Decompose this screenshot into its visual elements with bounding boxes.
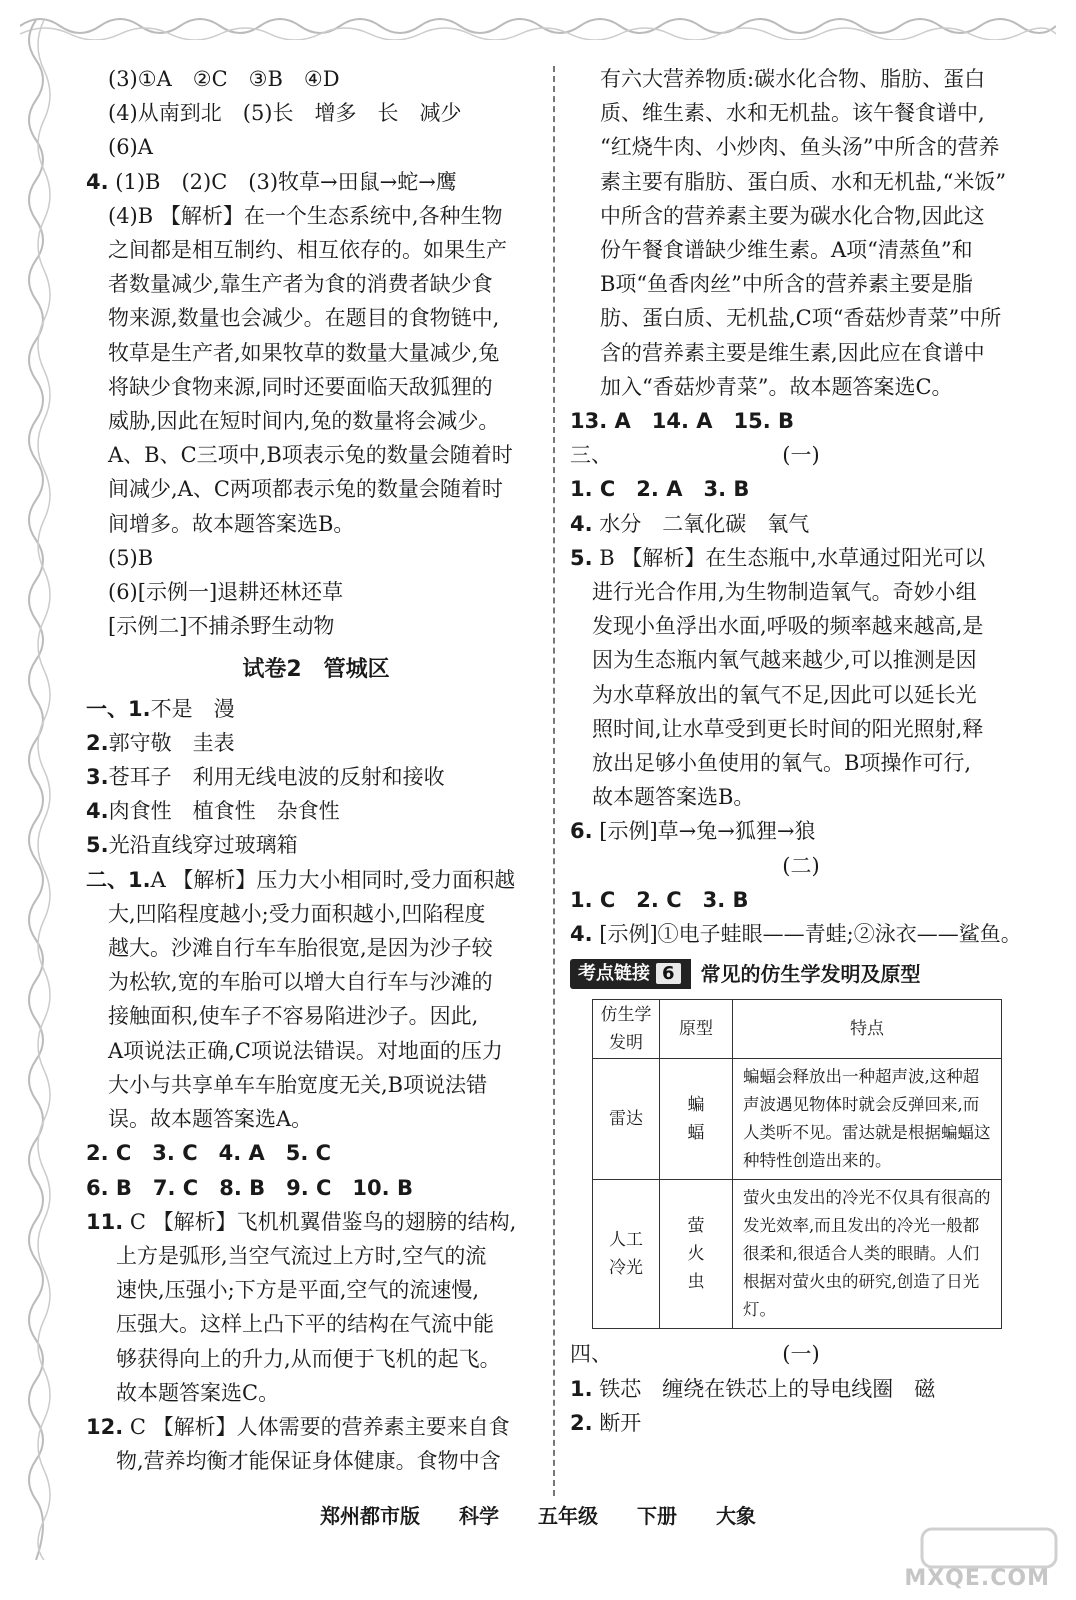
explanation-line: 肪、蛋白质、无机盐,C项“香菇炒青菜”中所 xyxy=(600,306,1002,331)
answer-text: 断开 xyxy=(599,1410,642,1435)
table-header: 特点 xyxy=(733,1000,1002,1059)
explanation-block xyxy=(86,1239,546,1410)
column-divider xyxy=(553,66,555,1496)
table-header: 原型 xyxy=(660,1000,733,1059)
question-4 xyxy=(86,165,546,199)
section-1-item xyxy=(86,726,546,760)
decorative-top-border xyxy=(20,8,1056,40)
section-label: 三、 xyxy=(570,443,612,468)
explanation-line: A、B、C三项中,B项表示兔的数量会随着时 xyxy=(108,443,513,468)
answer-text: B 【解析】在生态瓶中,水草通过阳光可以 xyxy=(599,545,986,570)
question-number: 二、1. xyxy=(86,867,151,892)
question-number: 4. xyxy=(570,511,593,536)
explanation-line: A项说法正确,C项说法错误。对地面的压力 xyxy=(108,1038,503,1063)
explanation-line: 牧草是生产者,如果牧草的数量大量减少,兔 xyxy=(108,340,500,365)
question-number: 2. xyxy=(570,1410,593,1435)
answer-text: [示例]草→兔→狐狸→狼 xyxy=(599,819,816,844)
answer-text: 光沿直线穿过玻璃箱 xyxy=(108,833,298,858)
section-3-header xyxy=(570,438,1032,472)
explanation-line: “红烧牛肉、小炒肉、鱼头汤”中所含的营养 xyxy=(600,135,1000,160)
explanation-line: 素主要有脂肪、蛋白质、水和无机盐,“米饭” xyxy=(600,169,1007,194)
explanation-line: 加入“香菇炒青菜”。故本题答案选C。 xyxy=(600,374,953,399)
tag-number: 6 xyxy=(656,963,681,984)
answer-line: [示例二]不捕杀野生动物 xyxy=(108,614,335,639)
explanation-block xyxy=(86,233,546,541)
answer-text: C 【解析】人体需要的营养素主要来自食 xyxy=(129,1414,510,1439)
explanation-line: 中所含的营养素主要为碳水化合物,因此这 xyxy=(600,203,985,228)
explanation-line: 故本题答案选B。 xyxy=(592,785,755,810)
explanation-line: 上方是弧形,当空气流过上方时,空气的流 xyxy=(116,1243,487,1268)
question-number: 12. xyxy=(86,1414,124,1439)
explanation-line: 份午餐食谱缺少维生素。A项“清蒸鱼”和 xyxy=(600,238,973,263)
answer-row: 1. C 2. A 3. B xyxy=(570,477,750,502)
explanation-line: 间减少,A、C两项都表示兔的数量会随着时 xyxy=(108,477,503,502)
answer-line: (4)从南到北 (5)长 增多 长 减少 xyxy=(108,101,462,126)
answer-line: (6)[示例一]退耕还林还草 xyxy=(108,580,344,605)
explanation-line: 因为生态瓶内氧气越来越少,可以推测是因 xyxy=(592,648,977,673)
explanation-line: 间增多。故本题答案选B。 xyxy=(108,511,355,536)
section-1-item xyxy=(86,794,546,828)
tag-label: 考点链接 xyxy=(578,963,650,985)
explanation-line: 之间都是相互制约、相互依存的。如果生产 xyxy=(108,238,507,263)
answer-line: (6)A xyxy=(108,135,153,160)
explanation-line: 物,营养均衡才能保证身体健康。食物中含 xyxy=(116,1449,501,1474)
explanation-line: 放出足够小鱼使用的氧气。B项操作可行, xyxy=(592,751,972,776)
footer-grade: 五年级 xyxy=(538,1504,598,1528)
answer-line: (4)B 【解析】在一个生态系统中,各种生物 xyxy=(108,203,503,228)
subsection-label: (二) xyxy=(782,853,820,878)
left-column xyxy=(86,62,546,1478)
section-1-item xyxy=(86,760,546,794)
explanation-line: 者数量减少,靠生产者为食的消费者缺少食 xyxy=(108,272,493,297)
footer-volume: 下册 xyxy=(636,1504,677,1528)
section-4-header xyxy=(570,1337,1032,1371)
footer-publisher: 大象 xyxy=(715,1504,756,1528)
answer-text: 郭守敬 圭表 xyxy=(108,730,235,755)
answer-text: A 【解析】压力大小相同时,受力面积越 xyxy=(150,867,516,892)
explanation-line: 为松软,宽的车胎可以增大自行车与沙滩的 xyxy=(108,970,493,995)
question-12 xyxy=(86,1410,546,1444)
explanation-line: 大,凹陷程度越小;受力面积越小,凹陷程度 xyxy=(108,901,486,926)
answer-text: 肉食性 植食性 杂食性 xyxy=(108,799,340,824)
explanation-line: 故本题答案选C。 xyxy=(116,1380,280,1405)
question-number: 11. xyxy=(86,1209,124,1234)
question-number: 2. xyxy=(86,730,109,755)
explanation-block xyxy=(570,62,1032,404)
explanation-line: 误。故本题答案选A。 xyxy=(108,1107,313,1132)
bionics-table xyxy=(592,999,1002,1329)
right-column xyxy=(570,62,1032,1440)
explanation-line: 进行光合作用,为生物制造氧气。奇妙小组 xyxy=(592,580,977,605)
answer-text: C 【解析】飞机机翼借鉴鸟的翅膀的结构, xyxy=(129,1209,517,1234)
answer-row: 6. B 7. C 8. B 9. C 10. B xyxy=(86,1175,413,1200)
explanation-line: 威胁,因此在短时间内,兔的数量将会减少。 xyxy=(108,409,500,434)
table-header-row xyxy=(593,1000,1002,1059)
answer-text: [示例]①电子蛙眼——青蛙;②泳衣——鲨鱼。 xyxy=(599,922,1022,947)
section-label: 四、 xyxy=(570,1342,612,1367)
question-11 xyxy=(86,1205,546,1239)
answer-text: 铁芯 缠绕在铁芯上的导电线圈 磁 xyxy=(599,1376,936,1401)
table-header: 仿生学发明 xyxy=(593,1000,660,1059)
question-number: 一、1. xyxy=(86,696,151,721)
question-number: 5. xyxy=(86,833,109,858)
section-1-item xyxy=(86,692,546,726)
question-4b xyxy=(570,917,1032,951)
explanation-line: 发现小鱼浮出水面,呼吸的频率越来越高,是 xyxy=(592,614,984,639)
explanation-line: 质、维生素、水和无机盐。该午餐食谱中, xyxy=(600,101,985,126)
question-number: 5. xyxy=(570,545,593,570)
section-2-item xyxy=(86,863,546,897)
table-cell: 萤火虫发出的冷光不仅具有很高的发光效率,而且发出的冷光一般都很柔和,很适合人类的眼睛。人们根据对萤火虫的研究,创造了日光灯。 xyxy=(733,1180,1002,1329)
explanation-line: B项“鱼香肉丝”中所含的营养素主要是脂 xyxy=(600,272,973,297)
table-cell: 人工冷光 xyxy=(593,1180,660,1329)
explanation-line: 含的营养素主要是维生素,因此应在食谱中 xyxy=(600,340,985,365)
knowledge-link-header xyxy=(570,957,1032,991)
watermark-logo-icon xyxy=(914,1525,1064,1570)
answer-row: 13. A 14. A 15. B xyxy=(570,409,795,434)
table-cell: 蝙蝠会释放出一种超声波,这种超声波遇见物体时就会反弹回来,而人类听不见。雷达就是根据蝙蝠这种特性创造出来的。 xyxy=(733,1059,1002,1180)
answer-text: 苍耳子 利用无线电波的反射和接收 xyxy=(108,765,445,790)
answer-line: (3)①A ②C ③B ④D xyxy=(108,67,340,91)
explanation-line: 速快,压强小;下方是平面,空气的流速慢, xyxy=(116,1278,480,1303)
watermark-text: MXQE.COM xyxy=(904,1566,1050,1591)
explanation-line: 为水草释放出的氧气不足,因此可以延长光 xyxy=(592,682,977,707)
explanation-line: 接触面积,使车子不容易陷进沙子。因此, xyxy=(108,1004,479,1029)
answer-text: (1)B (2)C (3)牧草→田鼠→蛇→鹰 xyxy=(115,169,457,194)
table-row xyxy=(593,1059,1002,1180)
footer-edition: 郑州都市版 xyxy=(320,1504,421,1528)
explanation-block xyxy=(86,1444,546,1478)
explanation-line: 将缺少食物来源,同时还要面临天敌狐狸的 xyxy=(108,374,493,399)
footer-subject: 科学 xyxy=(459,1504,500,1528)
question-2 xyxy=(570,1406,1032,1440)
explanation-line: 越大。沙滩自行车车胎很宽,是因为沙子较 xyxy=(108,936,493,961)
question-number: 4. xyxy=(570,922,593,947)
table-row xyxy=(593,1180,1002,1329)
paper-title: 试卷2 管城区 xyxy=(242,657,390,683)
explanation-block xyxy=(86,897,546,1136)
subsection-label: (一) xyxy=(782,1342,820,1367)
answer-row: 1. C 2. C 3. B xyxy=(570,887,749,912)
explanation-line: 照时间,让水草受到更长时间的阳光照射,释 xyxy=(592,716,984,741)
answer-text: 水分 二氧化碳 氧气 xyxy=(599,511,810,536)
answer-row: 2. C 3. C 4. A 5. C xyxy=(86,1141,332,1166)
explanation-line: 物来源,数量也会减少。在题目的食物链中, xyxy=(108,306,500,331)
question-1 xyxy=(570,1372,1032,1406)
answer-text: 不是 漫 xyxy=(150,696,235,721)
question-number: 1. xyxy=(570,1376,593,1401)
question-number: 4. xyxy=(86,799,109,824)
table-cell: 萤火虫 xyxy=(660,1180,733,1329)
question-6 xyxy=(570,814,1032,848)
question-4 xyxy=(570,507,1032,541)
explanation-line: 压强大。这样上凸下平的结构在气流中能 xyxy=(116,1312,494,1337)
explanation-block xyxy=(570,575,1032,814)
table-cell: 雷达 xyxy=(593,1059,660,1180)
question-number: 3. xyxy=(86,765,109,790)
section-1-item xyxy=(86,828,546,862)
explanation-line: 有六大营养物质:碳水化合物、脂肪、蛋白 xyxy=(600,67,986,91)
question-number: 6. xyxy=(570,819,593,844)
decorative-left-border xyxy=(14,20,54,1560)
knowledge-link-tag xyxy=(570,959,691,989)
watermark xyxy=(904,1525,1064,1595)
question-number: 4. xyxy=(86,169,109,194)
explanation-line: 够获得向上的升力,从而便于飞机的起飞。 xyxy=(116,1346,501,1371)
answer-line: (5)B xyxy=(108,545,154,570)
question-5 xyxy=(570,541,1032,575)
knowledge-link-title: 常见的仿生学发明及原型 xyxy=(700,962,921,987)
subsection-label: (一) xyxy=(782,443,820,468)
table-cell: 蝙蝠 xyxy=(660,1059,733,1180)
explanation-line: 大小与共享单车车胎宽度无关,B项说法错 xyxy=(108,1072,488,1097)
